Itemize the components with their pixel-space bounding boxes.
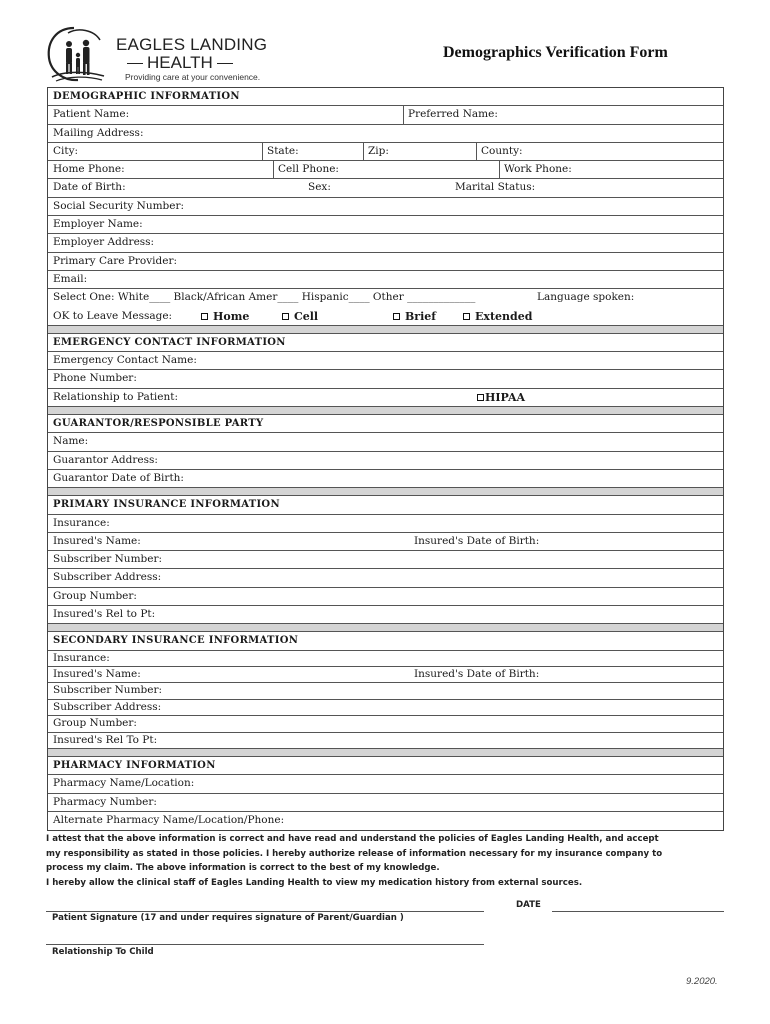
form-row [48, 161, 723, 179]
secondary-insurance-field[interactable]: Insurance: [53, 651, 110, 664]
cell-checkbox[interactable] [277, 308, 318, 325]
home-option-label: Home [213, 309, 250, 323]
secondary-insured-name-field[interactable]: Insured's Name: [53, 668, 141, 680]
section-header-demographic [48, 88, 723, 106]
form-row [48, 179, 723, 197]
section-header-primary-insurance [48, 496, 723, 514]
brief-checkbox[interactable] [388, 308, 436, 325]
form-row [48, 794, 723, 812]
form-row [48, 389, 723, 407]
secondary-rel-to-pt-field[interactable]: Insured's Rel To Pt: [53, 733, 158, 746]
relationship-to-patient-field[interactable]: Relationship to Patient: [53, 390, 179, 403]
form-row [48, 569, 723, 587]
section-title: GUARANTOR/RESPONSIBLE PARTY [53, 418, 264, 430]
form-row [48, 433, 723, 451]
attestation-line: I attest that the above information is correct and have read and understand the policies of Eagles Landing Health, and accept [46, 834, 659, 844]
ok-to-leave-message-label: OK to Leave Message: [53, 309, 173, 322]
section-divider [48, 488, 723, 496]
form-row [48, 812, 723, 830]
zip-field[interactable]: Zip: [368, 144, 389, 157]
section-header-guarantor [48, 415, 723, 433]
employer-address-field[interactable]: Employer Address: [53, 236, 155, 249]
hipaa-label: HIPAA [485, 390, 526, 404]
date-line[interactable] [552, 911, 724, 912]
section-title: PHARMACY INFORMATION [53, 759, 216, 771]
secondary-subscriber-address-field[interactable]: Subscriber Address: [53, 700, 162, 713]
form-row [48, 198, 723, 216]
form-row [48, 606, 723, 624]
form-row [48, 515, 723, 533]
section-header-pharmacy [48, 757, 723, 775]
form-row [48, 216, 723, 234]
checkbox-icon [201, 313, 208, 320]
secondary-subscriber-number-field[interactable]: Subscriber Number: [53, 684, 163, 697]
form-row [48, 651, 723, 667]
primary-rel-to-pt-field[interactable]: Insured's Rel to Pt: [53, 608, 156, 621]
form-version: 9.2020. [686, 976, 718, 987]
date-of-birth-field[interactable]: Date of Birth: [53, 181, 126, 194]
attestation-line: process my claim. The above information is correct to the best of my knowledge. [46, 863, 440, 874]
form-row [48, 551, 723, 569]
primary-subscriber-address-field[interactable]: Subscriber Address: [53, 571, 162, 584]
form-row [48, 733, 723, 749]
family-emblem-icon [44, 24, 108, 84]
logo-name-health: HEALTH [147, 53, 213, 72]
form-row [48, 470, 723, 488]
form-row [48, 667, 723, 683]
city-field[interactable]: City: [53, 144, 79, 157]
employer-name-field[interactable]: Employer Name: [53, 218, 143, 231]
section-divider [48, 326, 723, 334]
form-row [48, 452, 723, 470]
ssn-field[interactable]: Social Security Number: [53, 199, 185, 212]
preferred-name-field[interactable]: Preferred Name: [408, 108, 498, 121]
form-row [48, 700, 723, 716]
form-row [48, 370, 723, 388]
sex-field[interactable]: Sex: [308, 181, 331, 194]
section-header-emergency [48, 334, 723, 352]
emergency-phone-field[interactable]: Phone Number: [53, 372, 137, 385]
alternate-pharmacy-field[interactable]: Alternate Pharmacy Name/Location/Phone: [53, 813, 285, 826]
section-title: EMERGENCY CONTACT INFORMATION [53, 336, 286, 348]
date-label: DATE [516, 900, 541, 910]
pharmacy-number-field[interactable]: Pharmacy Number: [53, 795, 157, 808]
language-spoken-field[interactable]: Language spoken: [537, 291, 635, 304]
form-row [48, 106, 723, 124]
patient-name-field[interactable]: Patient Name: [53, 108, 130, 121]
race-select-field[interactable]: Select One: White____ Black/African Amer____ Hispanic____ Other _____________ [53, 291, 476, 304]
hipaa-checkbox[interactable] [472, 389, 525, 406]
primary-subscriber-number-field[interactable]: Subscriber Number: [53, 553, 163, 566]
secondary-group-number-field[interactable]: Group Number: [53, 717, 137, 730]
section-title: DEMOGRAPHIC INFORMATION [53, 91, 240, 102]
form-row [48, 533, 723, 551]
patient-signature-label: Patient Signature (17 and under requires signature of Parent/Guardian ) [52, 913, 404, 923]
attestation-text [46, 832, 726, 890]
emergency-contact-name-field[interactable]: Emergency Contact Name: [53, 354, 197, 367]
guarantor-address-field[interactable]: Guarantor Address: [53, 453, 158, 466]
demographics-form [47, 87, 724, 831]
relationship-line[interactable] [46, 944, 484, 945]
form-row [48, 588, 723, 606]
logo-name-line2 [123, 53, 237, 73]
relationship-to-child-label: Relationship To Child [52, 947, 154, 957]
form-row [48, 253, 723, 271]
brief-option-label: Brief [405, 309, 437, 323]
cell-option-label: Cell [294, 309, 319, 323]
section-header-secondary-insurance [48, 632, 723, 650]
form-row [48, 125, 723, 143]
primary-insurance-field[interactable]: Insurance: [53, 516, 110, 529]
form-row [48, 289, 723, 307]
logo-tagline: Providing care at your convenience. [125, 72, 261, 82]
mailing-address-field[interactable]: Mailing Address: [53, 126, 144, 139]
section-title: PRIMARY INSURANCE INFORMATION [53, 499, 280, 511]
checkbox-icon [477, 394, 484, 401]
section-divider [48, 624, 723, 632]
logo-name-line1: EAGLES LANDING [116, 35, 268, 54]
attestation-line: my responsibility as stated in those policies. I hereby authorize release of information necessary for my insurance company to [46, 848, 663, 859]
checkbox-icon [463, 313, 470, 320]
extended-option-label: Extended [475, 309, 533, 323]
marital-status-field[interactable]: Marital Status: [455, 181, 536, 194]
guarantor-dob-field[interactable]: Guarantor Date of Birth: [53, 471, 184, 484]
form-row [48, 234, 723, 252]
state-field[interactable]: State: [267, 144, 299, 157]
work-phone-field[interactable]: Work Phone: [504, 163, 572, 176]
form-row [48, 775, 723, 793]
secondary-insured-dob-field[interactable]: Insured's Date of Birth: [414, 668, 540, 680]
section-divider [48, 749, 723, 757]
checkbox-icon [393, 313, 400, 320]
primary-insured-dob-field[interactable]: Insured's Date of Birth: [414, 534, 540, 547]
email-field[interactable]: Email: [53, 272, 88, 285]
county-field[interactable]: County: [481, 144, 523, 157]
section-divider [48, 407, 723, 415]
section-title: SECONDARY INSURANCE INFORMATION [53, 635, 299, 647]
form-row [48, 308, 723, 326]
guarantor-name-field[interactable]: Name: [53, 435, 89, 448]
form-row [48, 683, 723, 699]
primary-group-number-field[interactable]: Group Number: [53, 589, 137, 602]
extended-checkbox[interactable] [458, 308, 532, 325]
home-checkbox[interactable] [196, 308, 249, 325]
form-row [48, 271, 723, 289]
home-phone-field[interactable]: Home Phone: [53, 163, 125, 176]
primary-care-provider-field[interactable]: Primary Care Provider: [53, 254, 178, 267]
form-title: Demographics Verification Form [443, 44, 668, 61]
form-row [48, 716, 723, 732]
primary-insured-name-field[interactable]: Insured's Name: [53, 534, 141, 547]
checkbox-icon [282, 313, 289, 320]
pharmacy-name-location-field[interactable]: Pharmacy Name/Location: [53, 777, 195, 790]
form-row [48, 352, 723, 370]
patient-signature-line[interactable] [46, 911, 484, 912]
cell-phone-field[interactable]: Cell Phone: [278, 163, 339, 176]
attestation-line: I hereby allow the clinical staff of Eagles Landing Health to view my medication history from external sources. [46, 877, 583, 888]
company-logo [44, 24, 284, 84]
form-row [48, 143, 723, 161]
